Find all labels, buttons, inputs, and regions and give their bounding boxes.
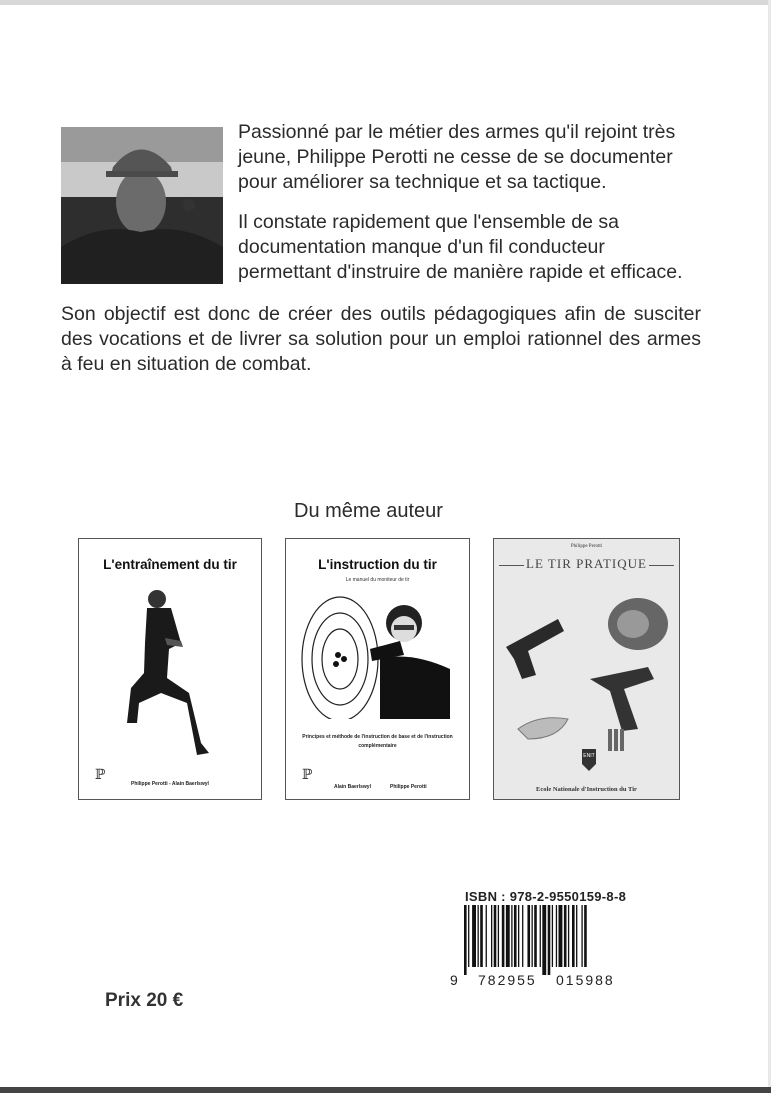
book-description: Principes et méthode de l'instruction de base et de l'instruction complémentaire	[302, 734, 453, 749]
book-title: LE TIR PRATIQUE	[494, 556, 679, 572]
same-author-heading: Du même auteur	[294, 500, 443, 522]
shooter-illustration-icon	[109, 583, 229, 763]
pistol-icon	[506, 619, 564, 679]
pp-logo-icon: ℙ	[302, 767, 313, 783]
barcode-digits-last: 015988	[556, 972, 615, 988]
book-cover-entrainement	[78, 538, 262, 800]
author-photo	[61, 127, 223, 284]
target-icon	[300, 589, 460, 719]
price-label: Prix 20 €	[105, 990, 184, 1011]
glasses-icon	[518, 718, 568, 739]
isbn-label: ISBN : 978-2-9550159-8-8	[465, 889, 627, 904]
book-authors: Philippe Perotti - Alain Baerlswyl	[131, 781, 209, 787]
revolver-icon	[590, 667, 654, 731]
pp-logo-icon: ℙ	[95, 767, 106, 783]
book-title: L'instruction du tir	[318, 557, 437, 572]
bio-paragraph-1: Passionné par le métier des armes qu'il rejoint très jeune, Philippe Perotti ne cesse de se documenter pour améliorer sa technique et sa tactique.	[238, 121, 676, 193]
author-bio-intro	[238, 120, 698, 300]
book-cover-instruction	[285, 538, 470, 800]
barcode-digit-first: 9	[450, 972, 458, 988]
book-badge: ENIT	[583, 753, 595, 759]
book-publisher: Ecole Nationale d'Instruction du Tir	[536, 786, 637, 793]
barcode-icon	[464, 905, 626, 975]
top-edge	[0, 0, 771, 5]
barcode-digits-middle: 782955	[478, 972, 537, 988]
book-author-right: Philippe Perotti	[390, 784, 427, 790]
book-title: L'entraînement du tir	[103, 557, 237, 572]
bio-paragraph-2: Il constate rapidement que l'ensemble de sa documentation manque d'un fil conducteur permettant d'instruire de manière rapide et efficace.	[238, 211, 683, 283]
equipment-illustration-icon	[498, 579, 674, 779]
book-cover-tir-pratique	[493, 538, 680, 800]
book-top-author: Philippe Perotti	[570, 544, 603, 549]
book-subtitle: Le manuel du moniteur de tir	[345, 577, 410, 583]
bio-paragraph-3: Son objectif est donc de créer des outils pédagogiques afin de susciter des vocations et de livrer sa solution pour un emploi rationnel des armes à feu en situation de combat.	[61, 303, 701, 375]
bottom-edge	[0, 1087, 771, 1093]
book-author-left: Alain Baerlswyl	[334, 784, 371, 790]
